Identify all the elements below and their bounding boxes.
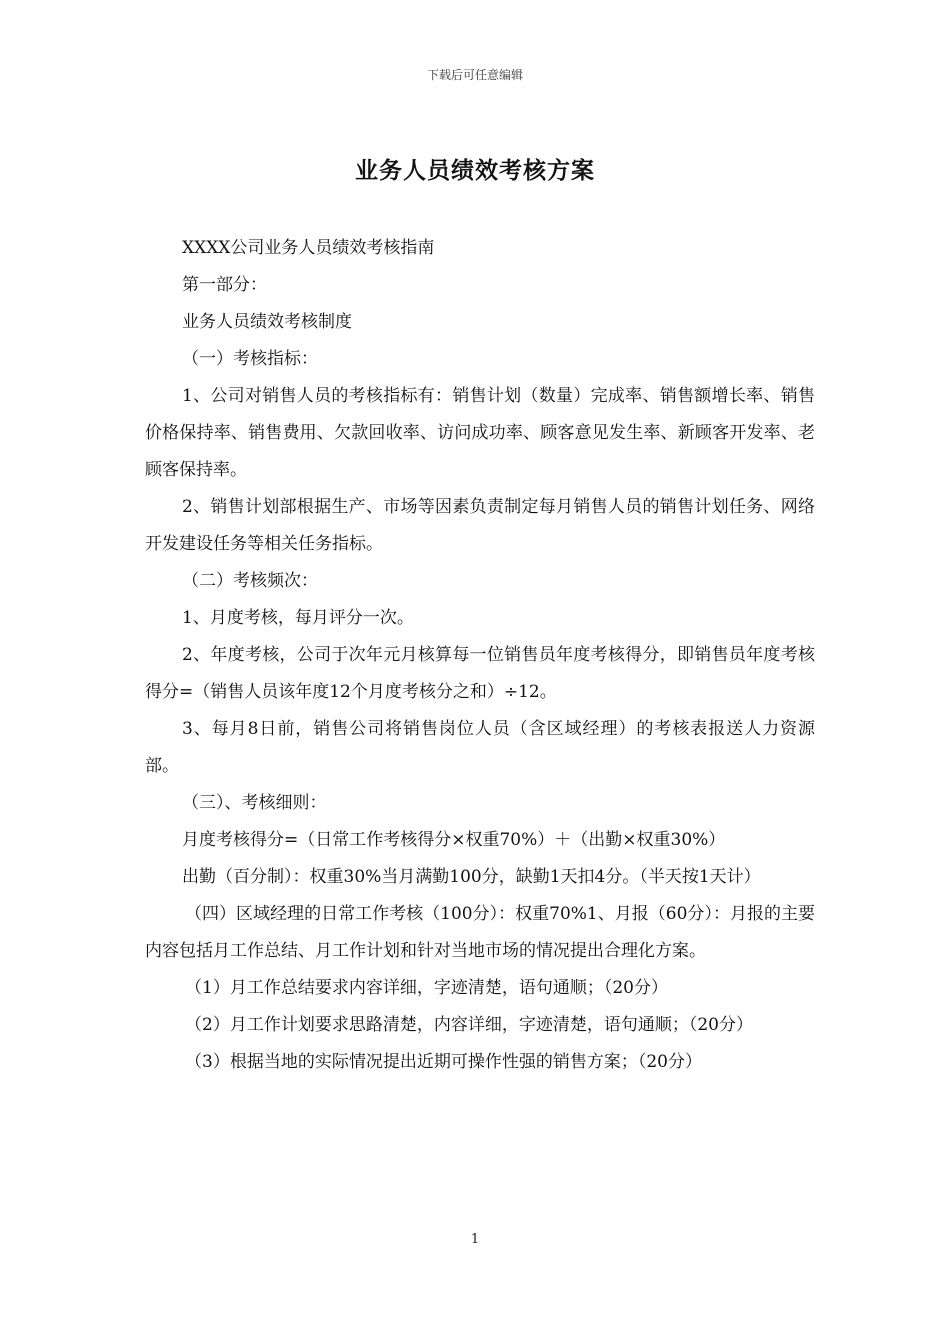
paragraph-section-indicators: （一）考核指标： bbox=[182, 349, 318, 369]
paragraph-annual-review: 2、年度考核，公司于次年元月核算每一位销售员年度考核得分，即销售员年度考核得分=（销售人员该年度12个月度考核分之和）÷12。 bbox=[145, 645, 815, 702]
paragraph-section-frequency: （二）考核频次： bbox=[182, 571, 318, 591]
paragraph-monthly-review: 1、月度考核，每月评分一次。 bbox=[182, 608, 414, 628]
paragraph-system-heading: 业务人员绩效考核制度 bbox=[182, 312, 352, 332]
document-title: 业务人员绩效考核方案 bbox=[355, 158, 595, 184]
paragraph-item-2: （2）月工作计划要求思路清楚，内容详细，字迹清楚，语句通顺；（20分） bbox=[185, 1015, 753, 1035]
paragraph-item-3: （3）根据当地的实际情况提出近期可操作性强的销售方案；（20分） bbox=[185, 1052, 702, 1072]
paragraph-section-regional-manager: （四）区域经理的日常工作考核（100分）：权重70%1、月报（60分）：月报的主要内容包括月工作总结、月工作计划和针对当地市场的情况提出合理化方案。 bbox=[145, 904, 815, 961]
paragraph-sales-plan: 2、销售计划部根据生产、市场等因素负责制定每月销售人员的销售计划任务、网络开发建设任务等相关任务指标。 bbox=[145, 497, 815, 554]
paragraph-item-1: （1）月工作总结要求内容详细，字迹清楚，语句通顺；（20分） bbox=[185, 978, 668, 998]
page-number: 1 bbox=[470, 1232, 480, 1247]
paragraph-attendance: 出勤（百分制）：权重30%当月满勤100分，缺勤1天扣4分。（半天按1天计） bbox=[182, 867, 761, 887]
paragraph-company-guide: XXXX公司业务人员绩效考核指南 bbox=[182, 238, 435, 258]
document-body bbox=[145, 230, 815, 1081]
paragraph-indicators-list: 1、公司对销售人员的考核指标有：销售计划（数量）完成率、销售额增长率、销售价格保持率、销售费用、欠款回收率、访问成功率、顾客意见发生率、新顾客开发率、老顾客保持率。 bbox=[145, 386, 815, 480]
paragraph-section-rules: （三）、考核细则： bbox=[182, 793, 327, 813]
paragraph-report-deadline: 3、每月8日前，销售公司将销售岗位人员（含区域经理）的考核表报送人力资源部。 bbox=[145, 719, 815, 776]
header-note: 下载后可任意编辑 bbox=[426, 68, 523, 82]
paragraph-part-one: 第一部分： bbox=[182, 275, 267, 295]
paragraph-monthly-score-formula: 月度考核得分=（日常工作考核得分×权重70%）＋（出勤×权重30%） bbox=[182, 830, 726, 850]
